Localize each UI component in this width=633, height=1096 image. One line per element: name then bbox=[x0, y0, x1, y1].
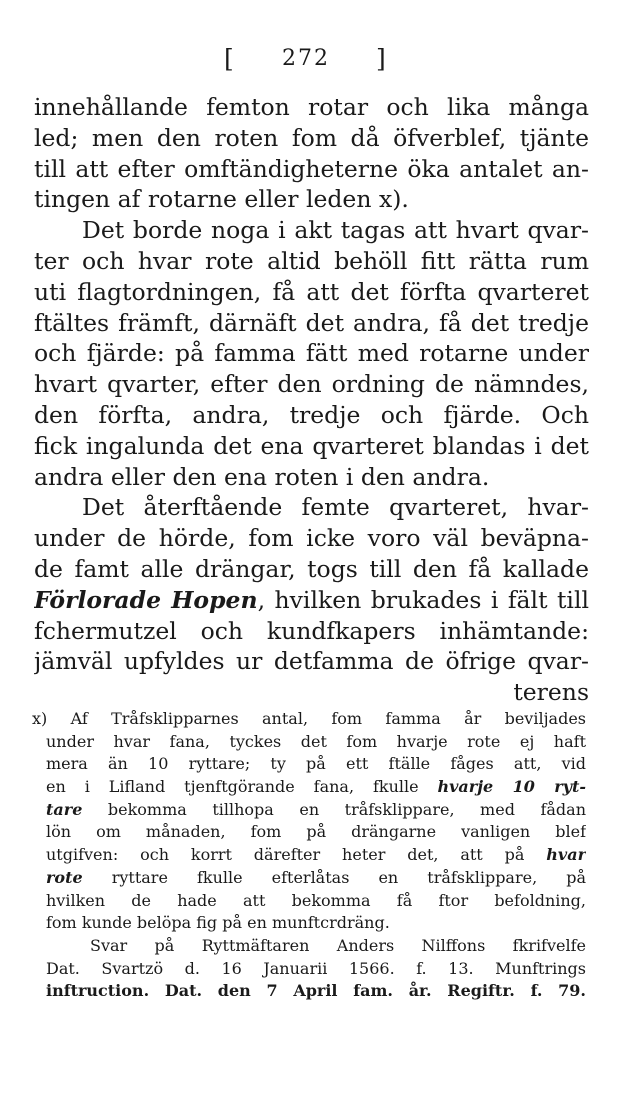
footnote-line: x) Af Tråfsklipparnes antal, fom famma år beviljades bbox=[32, 709, 586, 728]
text-line: till att efter omftändigheterne öka antalet an- bbox=[34, 154, 589, 183]
footnote-line: inftruction. Dat. den 7 April fam. år. Regiftr. f. 79. bbox=[46, 981, 586, 1001]
italic-fragment: hvarje 10 ryt- bbox=[437, 777, 586, 797]
text-line: andra eller den ena roten i den andra. bbox=[34, 462, 490, 491]
text-fragment: ryttare fkulle efterlåtas en tråfsklippare, på bbox=[82, 867, 586, 887]
catchword: terens bbox=[513, 678, 589, 707]
text-line: och fjärde: på famma fätt med rotarne under bbox=[34, 339, 589, 368]
italic-fragment: hvar bbox=[546, 845, 586, 865]
text-fragment: en i Lifland tjenftgörande fana, fkulle bbox=[46, 777, 438, 797]
text-line: under de hörde, fom icke voro väl beväpna- bbox=[34, 524, 589, 553]
italic-term: Förlorade Hopen bbox=[34, 585, 258, 614]
footnote-line: Svar på Ryttmäftaren Anders Nilffons fkrifvelfe bbox=[90, 935, 586, 955]
text-line: jämväl upfyldes ur detfamma de öfrige qvar- bbox=[34, 647, 589, 676]
text-line: innehållande femton rotar och lika många bbox=[34, 93, 589, 121]
text-line: de famt alle drängar, togs till den få kallade bbox=[34, 554, 589, 583]
footnote bbox=[32, 708, 586, 1003]
right-bracket: ] bbox=[376, 44, 388, 73]
footnote-line: mera än 10 ryttare; ty på ett ftälle fåges att, vid bbox=[46, 754, 586, 774]
page-number: 272 bbox=[282, 46, 330, 71]
footnote-line bbox=[46, 867, 586, 890]
italic-fragment: rote bbox=[46, 867, 83, 887]
footnote-line bbox=[46, 844, 586, 867]
footnote-line: fom kunde belöpa fig på en munftcrdräng. bbox=[46, 913, 390, 933]
text-fragment: utgifven: och korrt därefter heter det, att på bbox=[46, 845, 547, 865]
text-line-forlorade bbox=[34, 585, 589, 616]
footnote-line: lön om månaden, fom på drängarne vanligen blef bbox=[46, 822, 586, 842]
text-fragment: , hvilken brukades i fält till bbox=[257, 585, 589, 614]
left-bracket: [ bbox=[224, 44, 236, 73]
text-line: Det borde noga i akt tagas att hvart qvar- bbox=[82, 216, 589, 245]
text-line: tingen af rotarne eller leden x). bbox=[34, 185, 409, 214]
text-line: uti flagtordningen, få att det förfta qvarteret bbox=[34, 277, 589, 306]
text-line: Det återftående femte qvarteret, hvar- bbox=[82, 493, 589, 522]
text-line: den förfta, andra, tredje och fjärde. Och bbox=[34, 400, 589, 429]
text-line: hvart qvarter, efter den ordning de nämndes, bbox=[34, 370, 589, 399]
italic-fragment: tare bbox=[46, 799, 83, 819]
text-line: fchermutzel och kundfkapers inhämtande: bbox=[34, 616, 589, 645]
footnote-line: hvilken de hade att bekomma få ftor befoldning, bbox=[46, 890, 586, 910]
text-fragment: bekomma tillhopa en tråfsklippare, med fådan bbox=[82, 799, 586, 819]
main-text bbox=[34, 92, 589, 708]
text-line: fick ingalunda det ena qvarteret blandas i det bbox=[34, 431, 589, 460]
text-line: ter och hvar rote altid behöll fitt rätta rum bbox=[34, 246, 589, 275]
footnote-line: under hvar fana, tyckes det fom hvarje rote ej haft bbox=[46, 731, 586, 751]
footnote-line bbox=[46, 776, 586, 799]
text-line: led; men den roten fom då öfverblef, tjänte bbox=[34, 123, 589, 152]
footnote-line bbox=[46, 799, 586, 822]
text-line: ftältes främft, därnäft det andra, få det tredje bbox=[34, 308, 589, 337]
footnote-line: Dat. Svartzö d. 16 Januarii 1566. f. 13. Munftrings bbox=[46, 958, 586, 978]
